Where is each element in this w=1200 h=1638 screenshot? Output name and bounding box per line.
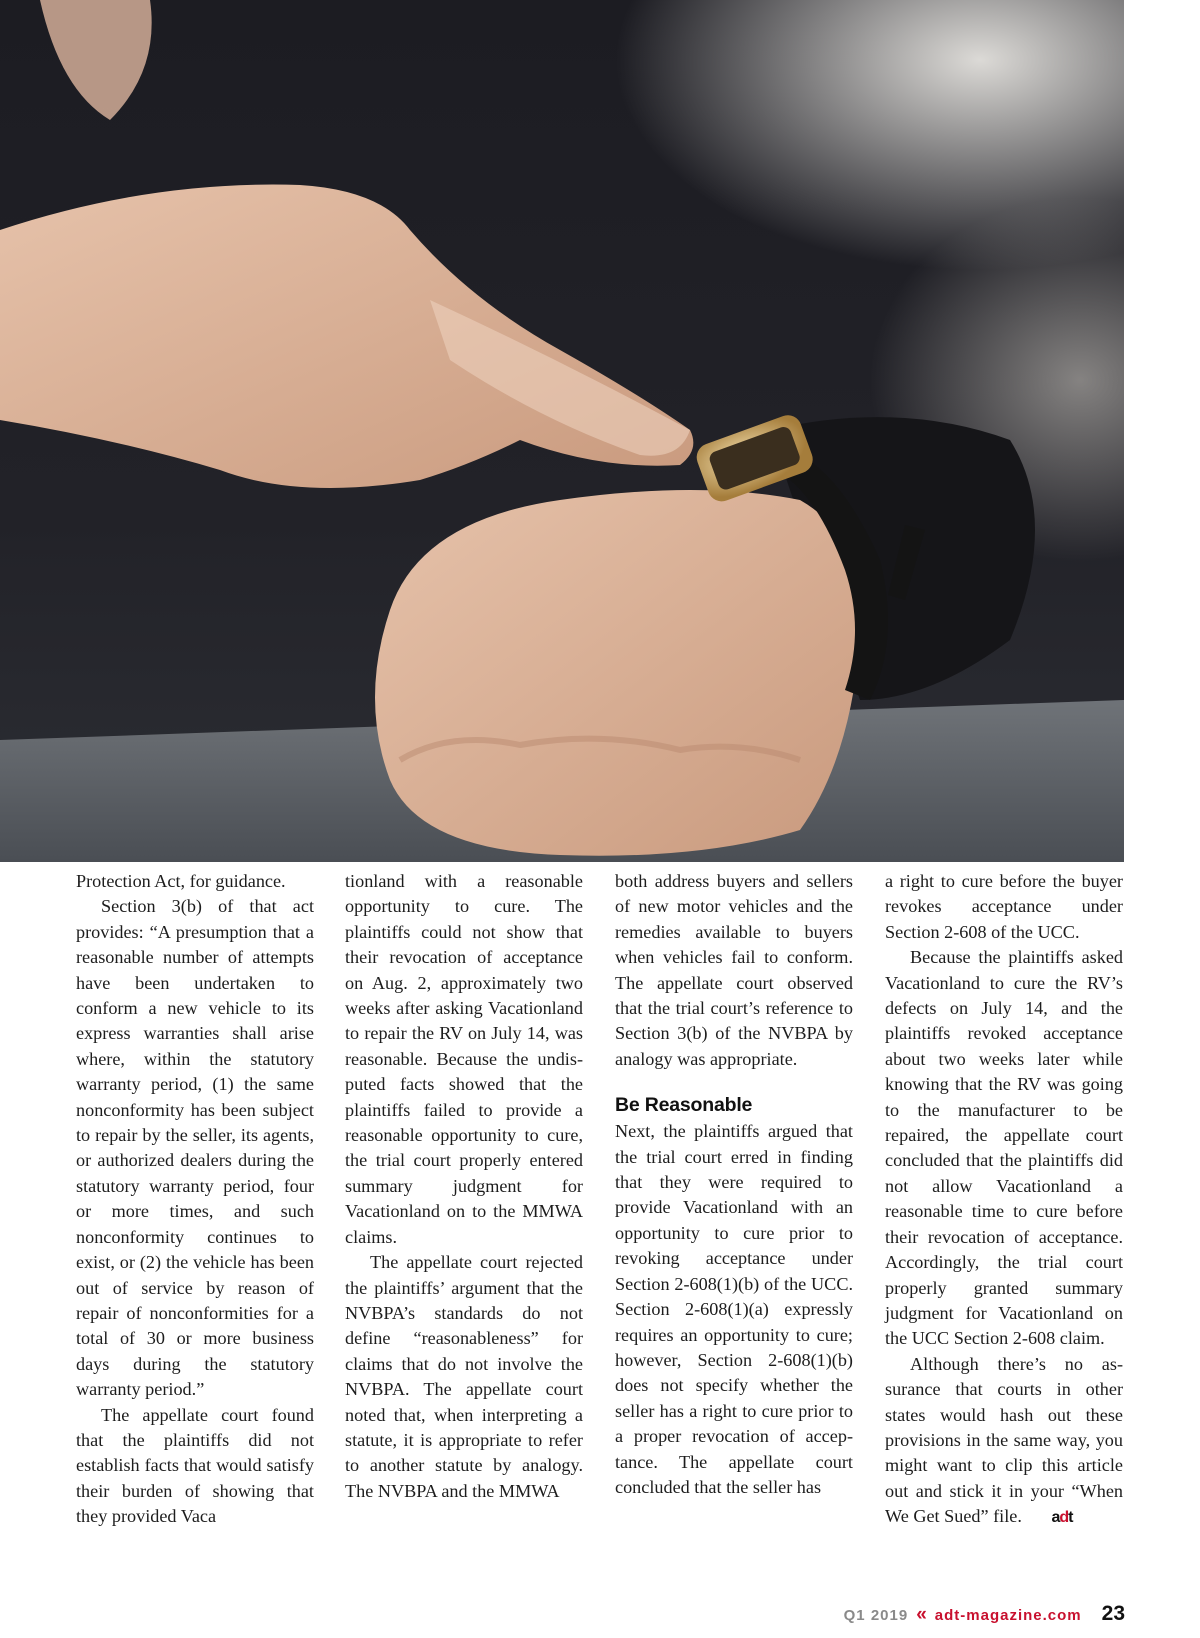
wrist-fist [375,490,861,856]
issue-label: Q1 2019 [843,1607,909,1624]
photo-illustration [0,0,1124,862]
article-column-1 [76,869,314,1530]
page-number: 23 [1101,1602,1125,1625]
end-mark-d: d [1059,1509,1069,1527]
website-link[interactable]: adt-magazine.com [934,1607,1082,1624]
pointing-hand [0,185,693,488]
paragraph: a right to cure before the buyer revokes acceptance under Section 2-608 of the UCC. [885,871,1123,942]
paragraph: Because the plaintiffs asked Vacationland to cure the RV’s defects on July 14, and the plaintiffs revoked acceptance about two weeks later while knowing that the RV was going to the manufacturer to be repaired, the appellate court concluded that the plaintiffs did not allow Vacationland a reasonable time to cure before their revocation of acceptance. Accordingly, the trial court properly granted summary judgment for Vacationland on the UCC Section 2-608 claim. [885,947,1123,1349]
end-mark-a: a [1051,1509,1060,1527]
article-column-2 [345,869,583,1504]
paragraph: The appellate court rejected the plaintiffs’ argument that the NVBPA’s standards do not define “reasonableness” for claims that do not involve the NVBPA. The appellate court noted that, when interpreting a statute, it is appropriate to refer to another statute by analogy. The NVBPA and the MMWA [345,1252,583,1501]
neck-shape [40,0,152,120]
hero-photo [0,0,1124,862]
paragraph: Protection Act, for guidance. [76,871,286,891]
footer-separator: « [916,1604,927,1625]
paragraph: The appellate court found that the plaintiffs did not establish facts that would satisfy their burden of showing that they provided Vaca [76,1404,314,1527]
article-column-4 [885,869,1123,1530]
paragraph: tionland with a reasonable opportunity to cure. The plaintiffs could not show that their revocation of acceptance on Aug. 2, approximately two weeks after asking Vacationland to repair the RV on July 14, was reasonable. Because the undisputed facts showed that the plaintiffs failed to provide a reasonable opportunity to cure, the trial court properly entered summary judgment for Vacationland on to the MMWA claims. [345,871,583,1247]
paragraph: both address buyers and sellers of new motor vehicles and the remedies available to buyers when vehicles fail to conform. The appellate court observed that the trial court’s reference to Section 3(b) of the NVBPA by analogy was appropriate. [615,871,853,1069]
page-footer [844,1602,1125,1626]
section-subhead: Be Reasonable [615,1094,753,1117]
paragraph: Next, the plaintiffs argued that the trial court erred in finding that they were required to provide Vacationland with an opportunity to cure prior to revoking acceptance under Section 2-608(1)(b) of the UCC. Section 2-608(1)(a) expressly requires an opportunity to cure; however, Section 2-608(1)(b) does not specify whether the seller has a right to cure prior to a proper revocation of acceptance. The appellate court concluded that the seller has [615,1121,853,1497]
article-column-3 [615,869,853,1500]
end-mark-logo [1026,1510,1072,1526]
final-paragraph [885,1352,1123,1530]
paragraph: Section 3(b) of that act provides: “A presumption that a reasonable number of attempts have been undertaken to conform a new vehicle to its express warranties shall arise where, within the statutory warranty period, (1) the same nonconformity has been subject to repair by the seller, its agents, or authorized dealers during the statutory warranty period, four or more times, and such nonconformity continues to exist, or (2) the vehicle has been out of service by reason of repair of nonconformities for a total of 30 or more business days during the statutory warranty period.” [76,896,314,1400]
final-paragraph-text: Although there’s no assurance that courts in other states would hash out these provisions in the same way, you might want to clip this article out and stick it in your “When We Get Sued” file. [885,1353,1123,1527]
end-mark-t: t [1068,1509,1073,1527]
